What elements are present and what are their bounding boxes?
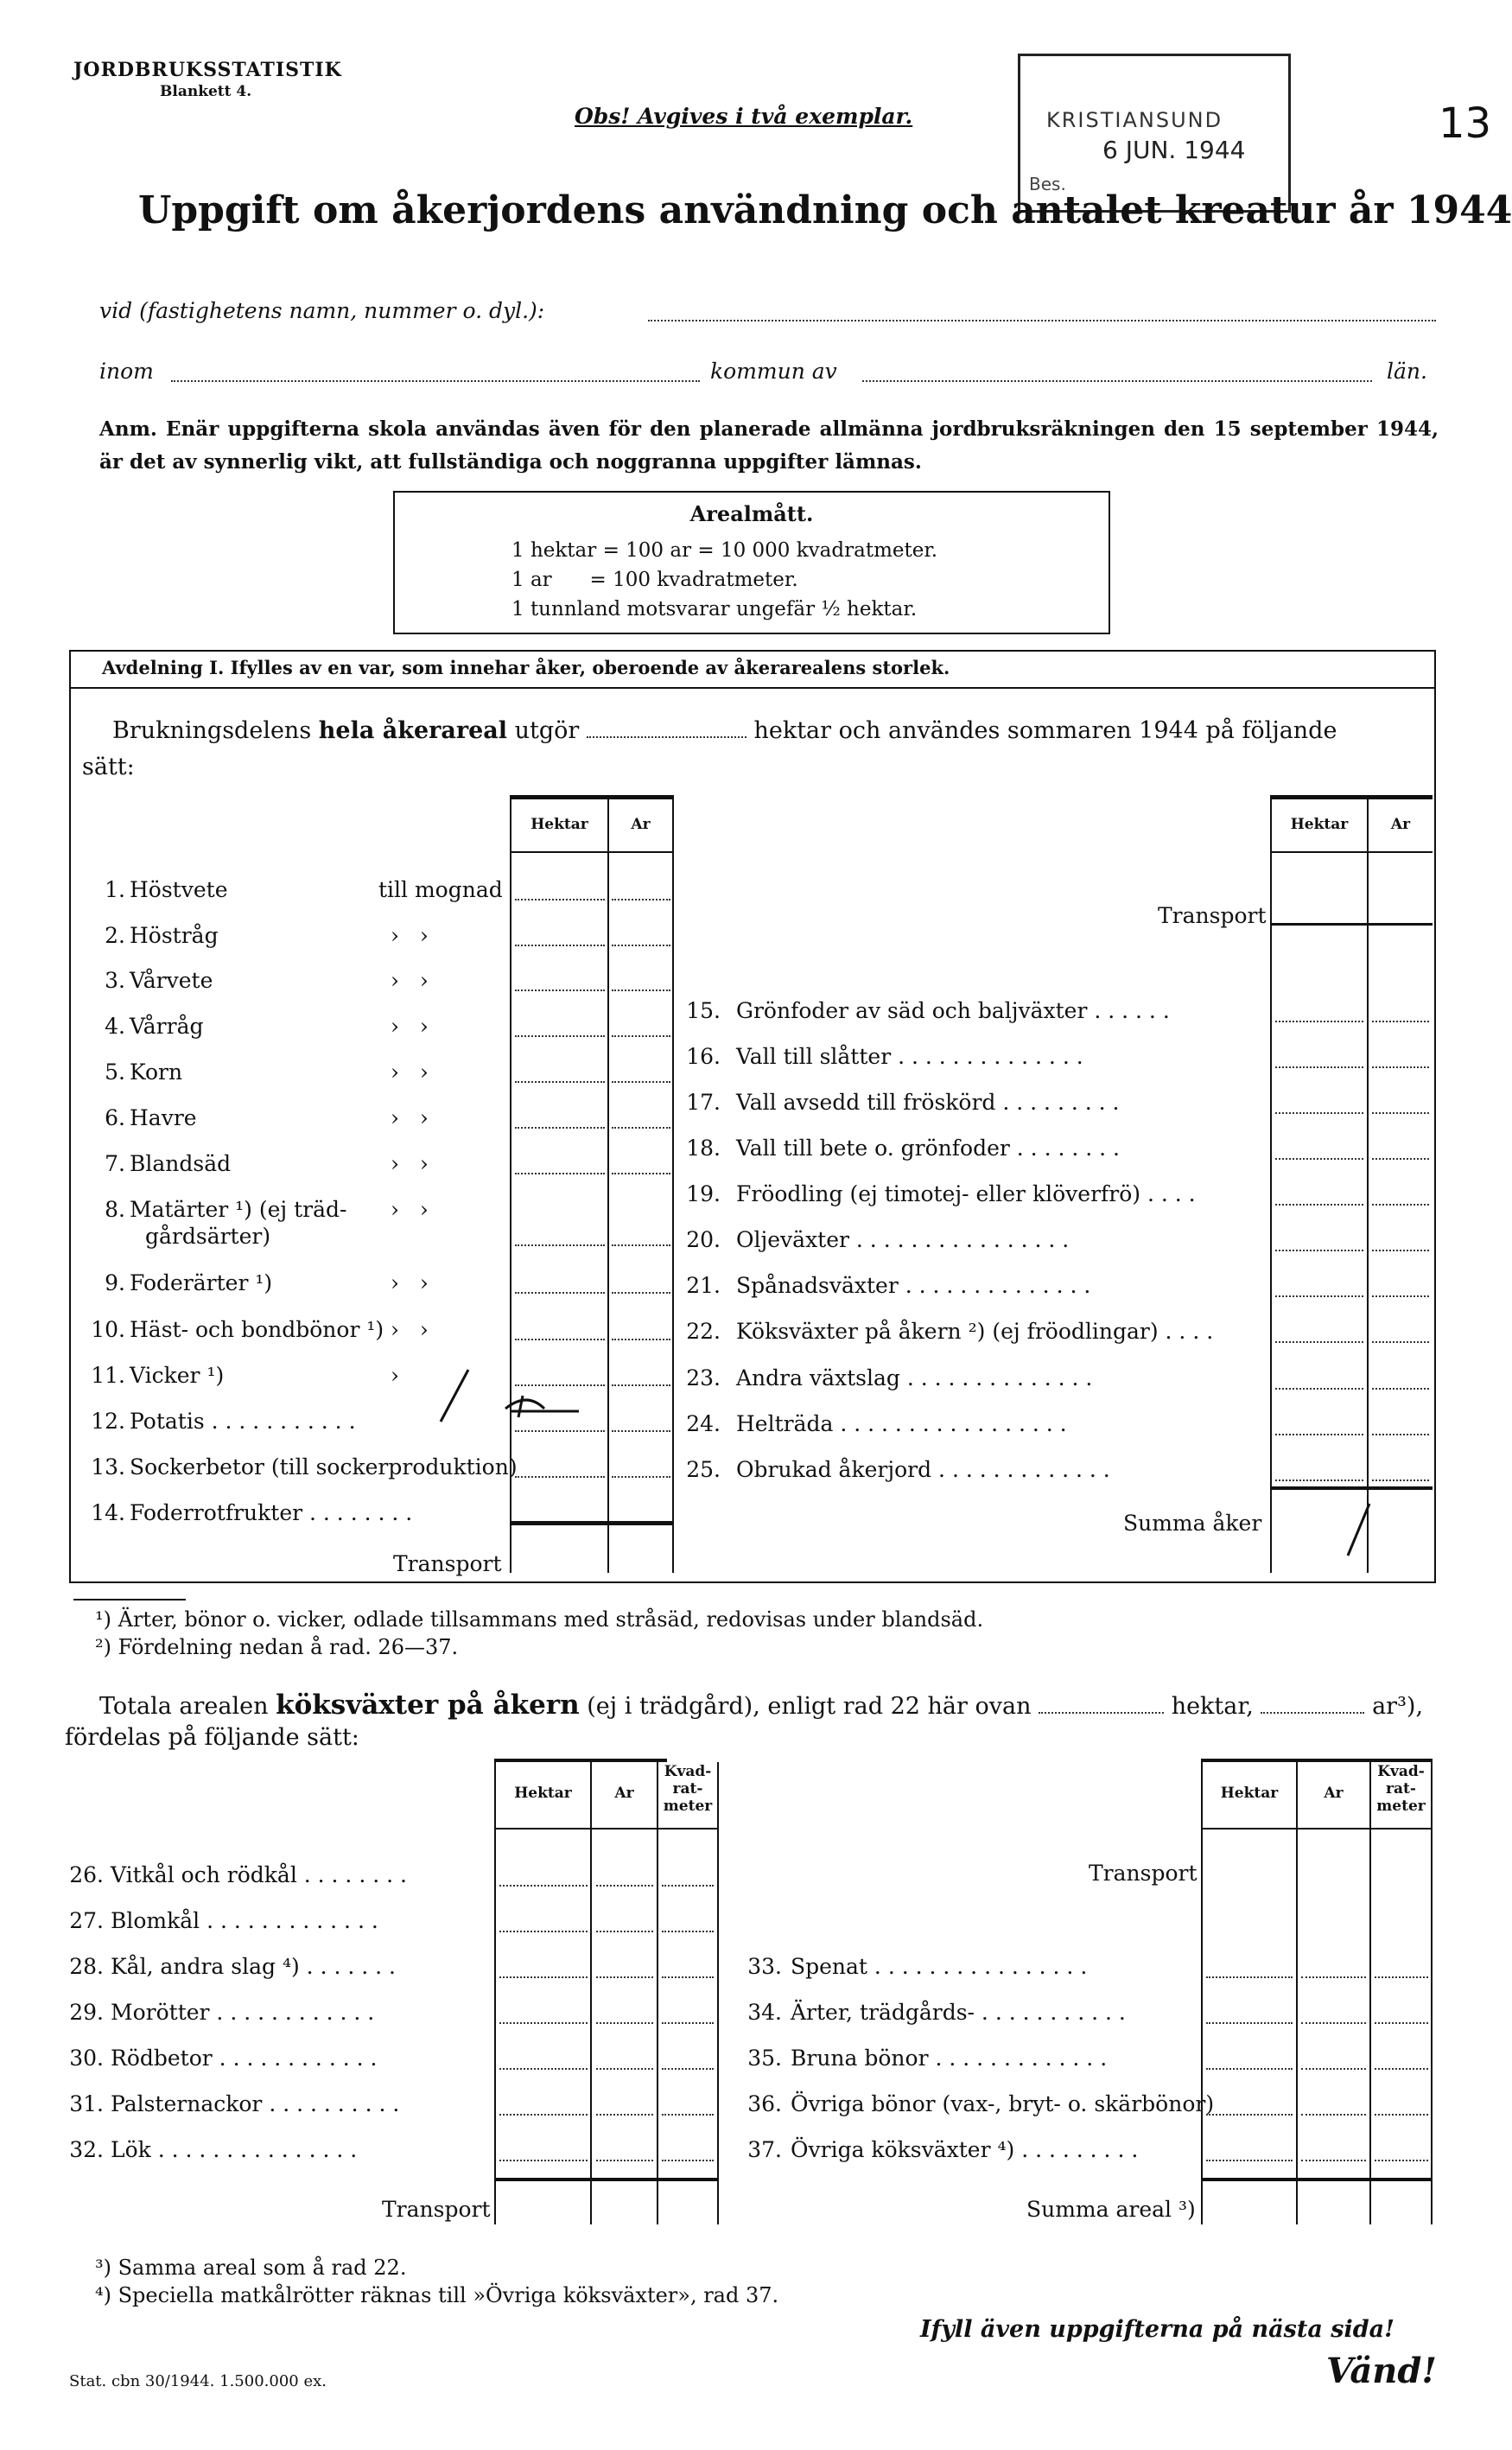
row-label: Övriga bönor (vax-, bryt- o. skärbönor)	[791, 2091, 1215, 2116]
hektar-cell[interactable]	[1206, 2114, 1293, 2116]
row-label: Korn	[130, 1060, 183, 1085]
stamp-line3: Bes.	[1029, 174, 1066, 194]
row-label: Spenat . . . . . . . . . . . . . . . .	[791, 1954, 1088, 1979]
row-number: 36.	[747, 2091, 782, 2116]
ar-cell[interactable]	[1372, 1158, 1429, 1160]
row-label: Vitkål och rödkål . . . . . . . .	[111, 1862, 407, 1887]
footnote-rule	[73, 1599, 186, 1600]
hektar-cell[interactable]	[515, 899, 605, 900]
footnote-1: ¹) Ärter, bönor o. vicker, odlade tillsammans med stråsäd, redovisas under blandsäd.	[95, 1607, 984, 1632]
ar-cell[interactable]	[612, 1476, 670, 1478]
s2-left-line-4	[717, 1762, 719, 2224]
kvad-cell[interactable]	[662, 2114, 714, 2116]
row-label: Grönfoder av säd och baljväxter . . . . . .	[736, 998, 1170, 1023]
stamp-line1: KRISTIANSUND	[1046, 108, 1223, 132]
row-number: 2.	[105, 923, 125, 948]
row-number: 17.	[686, 1090, 721, 1115]
s2-intro-f: fördelas på följande sätt:	[65, 1724, 359, 1751]
row-number: 34.	[747, 2000, 782, 2025]
right-transport-label: Transport	[1158, 903, 1267, 928]
vand-note: Vänd!	[1326, 2351, 1437, 2391]
s2-left-line-1	[494, 1762, 496, 2224]
hektar-cell[interactable]	[515, 1339, 605, 1340]
inom-label: inom	[99, 359, 154, 384]
s2-col-kvad-l: Kvad- rat- meter	[663, 1763, 713, 1815]
s2-right-line-2	[1296, 1762, 1298, 2224]
row-label: Foderrotfrukter . . . . . . . .	[130, 1500, 413, 1525]
ar-cell[interactable]	[1372, 1480, 1429, 1481]
row-label: Blomkål . . . . . . . . . . . . .	[111, 1908, 378, 1933]
s2-summa: Summa areal ³)	[1026, 2197, 1196, 2222]
areal-line2: 1 ar = 100 kvadratmeter.	[511, 569, 798, 591]
ar-cell[interactable]	[612, 1081, 670, 1083]
row-suffix: › ›	[391, 1197, 429, 1222]
kvad-cell[interactable]	[662, 2022, 714, 2024]
hektar-cell[interactable]	[515, 1173, 605, 1174]
stamp-date: 6 JUN. 1944	[1102, 136, 1246, 164]
hektar-cell[interactable]	[515, 1244, 605, 1246]
ar-cell[interactable]	[1372, 1295, 1429, 1297]
row-number: 11.	[91, 1363, 125, 1388]
intro-c: utgör	[514, 717, 580, 744]
s2-right-line-3	[1369, 1762, 1371, 2224]
s2-intro-e: ar³),	[1372, 1693, 1424, 1720]
org-name: JORDBRUKSSTATISTIK	[73, 59, 342, 81]
hektar-cell[interactable]	[515, 990, 605, 991]
row-label: Sockerbetor (till sockerproduktion)	[130, 1454, 518, 1480]
ar-cell[interactable]	[596, 2068, 653, 2070]
row-label: Vall till slåtter . . . . . . . . . . . . . .	[736, 1044, 1083, 1069]
col-ar-r: Ar	[1390, 816, 1411, 833]
row-number: 21.	[686, 1273, 721, 1298]
ar-cell[interactable]	[596, 1976, 653, 1978]
vid-label: vid (fastighetens namn, nummer o. dyl.):	[99, 298, 545, 323]
s2-ar-field[interactable]	[1261, 1712, 1364, 1714]
s2-intro-c: (ej i trädgård), enligt rad 22 här ovan	[587, 1693, 1032, 1720]
row-label: Vicker ¹)	[130, 1363, 225, 1388]
s2-left-head-rule	[494, 1828, 719, 1830]
left-head-rule	[510, 851, 674, 853]
s2-right-head-rule	[1201, 1828, 1433, 1830]
hektar-cell[interactable]	[1275, 1250, 1363, 1251]
row-label: Andra växtslag . . . . . . . . . . . . . .	[736, 1365, 1093, 1390]
row-label: Palsternackor . . . . . . . . . .	[111, 2091, 400, 2116]
ar-cell[interactable]	[1301, 2114, 1366, 2116]
s2-left-topbar	[494, 1759, 667, 1762]
row-label: Morötter . . . . . . . . . . . .	[111, 2000, 375, 2025]
kvad-cell[interactable]	[662, 2068, 714, 2070]
inom-field[interactable]	[171, 380, 700, 382]
ar-cell[interactable]	[612, 1244, 670, 1246]
right-col-line-1	[1270, 799, 1272, 1573]
row-label: Vall avsedd till fröskörd . . . . . . . . .	[736, 1090, 1120, 1115]
row-label: Ärter, trädgårds- . . . . . . . . . . .	[791, 2000, 1126, 2025]
print-info: Stat. cbn 30/1944. 1.500.000 ex.	[69, 2372, 327, 2390]
areal-box	[393, 491, 1110, 634]
row-number: 23.	[686, 1365, 721, 1390]
hektar-cell[interactable]	[1206, 2160, 1293, 2161]
ar-cell[interactable]	[612, 1035, 670, 1037]
ar-cell[interactable]	[1372, 1250, 1429, 1251]
ar-cell[interactable]	[1301, 2022, 1366, 2024]
hektar-cell[interactable]	[499, 2160, 588, 2161]
s2-intro-a: Totala arealen	[99, 1693, 269, 1720]
row-label: Havre	[130, 1105, 197, 1130]
s2-intro-b: köksväxter på åkern	[276, 1690, 580, 1721]
row-number: 24.	[686, 1411, 721, 1436]
hektar-cell[interactable]	[515, 1127, 605, 1129]
areal-line1: 1 hektar = 100 ar = 10 000 kvadratmeter.	[511, 539, 938, 562]
row-label: Matärter ¹) (ej träd-	[130, 1197, 347, 1222]
ar-cell[interactable]	[596, 2114, 653, 2116]
row-number: 7.	[105, 1151, 125, 1176]
ar-cell[interactable]	[612, 1127, 670, 1129]
handwritten-mark	[423, 1361, 596, 1430]
ar-cell[interactable]	[1372, 1112, 1429, 1114]
hektar-cell[interactable]	[499, 1885, 588, 1887]
hektar-cell[interactable]	[499, 2114, 588, 2116]
ar-cell[interactable]	[612, 945, 670, 946]
areal-title: Arealmått.	[689, 501, 814, 526]
ar-cell[interactable]	[1372, 1204, 1429, 1206]
row-number: 28.	[69, 1954, 104, 1979]
hektar-cell[interactable]	[515, 1035, 605, 1037]
section2-intro	[99, 1690, 1423, 1721]
ar-cell[interactable]	[1372, 1341, 1429, 1343]
row-number: 29.	[69, 2000, 104, 2025]
s2-right-line-1	[1201, 1762, 1203, 2224]
row-label: Potatis . . . . . . . . . . .	[130, 1409, 356, 1434]
row-number: 25.	[686, 1457, 721, 1482]
hektar-cell[interactable]	[499, 1931, 588, 1932]
row-label: Fröodling (ej timotej- eller klöverfrö) . . . .	[736, 1181, 1196, 1206]
row-number: 16.	[686, 1044, 721, 1069]
total-areal-field[interactable]	[587, 736, 746, 738]
row-label: Rödbetor . . . . . . . . . . . .	[111, 2046, 378, 2071]
row-suffix: › ›	[391, 1060, 429, 1085]
row-suffix: › ›	[391, 968, 429, 993]
ar-cell[interactable]	[612, 990, 670, 991]
ar-cell[interactable]	[1372, 1388, 1429, 1390]
hektar-cell[interactable]	[1275, 1112, 1363, 1114]
hektar-cell[interactable]	[499, 1976, 588, 1978]
row-number: 15.	[686, 998, 721, 1023]
left-transport-bar	[510, 1521, 674, 1525]
section1-box	[69, 650, 1436, 1583]
ar-cell[interactable]	[1372, 1434, 1429, 1435]
row-number: 3.	[105, 968, 125, 993]
left-transport-label: Transport	[393, 1551, 502, 1576]
hektar-cell[interactable]	[1275, 1480, 1363, 1481]
row-label: Höstråg	[130, 923, 219, 948]
row-number: 13.	[91, 1454, 125, 1480]
row-label: Häst- och bondbönor ¹)	[130, 1317, 384, 1342]
kvad-cell[interactable]	[662, 1885, 714, 1887]
row-number: 19.	[686, 1181, 721, 1206]
hektar-cell[interactable]	[1275, 1021, 1363, 1022]
s2-right-topbar	[1201, 1759, 1433, 1762]
s2-col-ar-l: Ar	[614, 1785, 634, 1802]
col-hektar-l: Hektar	[530, 816, 588, 833]
col-ar-l: Ar	[631, 816, 651, 833]
right-col-topbar	[1270, 795, 1433, 799]
row-number: 4.	[105, 1014, 125, 1039]
ar-cell[interactable]	[612, 1292, 670, 1294]
ar-cell[interactable]	[1372, 1066, 1429, 1068]
intro-d: hektar och användes sommaren 1944 på följande	[753, 717, 1337, 744]
row-suffix: › ›	[391, 1270, 429, 1295]
row-label: Bruna bönor . . . . . . . . . . . . .	[791, 2046, 1108, 2071]
row-number: 22.	[686, 1319, 721, 1344]
vid-field[interactable]	[648, 320, 1436, 321]
hektar-cell[interactable]	[515, 1292, 605, 1294]
hektar-cell[interactable]	[1206, 2022, 1293, 2024]
ar-cell[interactable]	[596, 1885, 653, 1887]
kommun-label: kommun av	[710, 359, 837, 384]
row-number: 37.	[747, 2137, 782, 2162]
ifyll-note: Ifyll även uppgifterna på nästa sida!	[920, 2316, 1394, 2343]
page-number: 13	[1439, 99, 1492, 148]
ar-cell[interactable]	[596, 2160, 653, 2161]
ar-cell[interactable]	[1301, 1976, 1366, 1978]
col-hektar-r: Hektar	[1290, 816, 1349, 833]
row-label: Blandsäd	[130, 1151, 232, 1176]
row-suffix: ›	[391, 1363, 399, 1388]
hektar-cell[interactable]	[1275, 1341, 1363, 1343]
row-number: 6.	[105, 1105, 125, 1130]
hektar-cell[interactable]	[1275, 1388, 1363, 1390]
anm-note: Anm. Enär uppgifterna skola användas även för den planerade allmänna jordbruksräkningen den 15 september 1944, är det av synnerlig vikt, att fullständiga och noggranna uppgifter lämnas.	[99, 417, 1439, 474]
row-suffix: › ›	[391, 1105, 429, 1130]
s2-left-line-2	[590, 1762, 592, 2224]
row-number: 12.	[91, 1409, 125, 1434]
row-number: 1.	[105, 877, 125, 902]
right-head-rule	[1270, 851, 1433, 853]
areal-line3: 1 tunnland motsvarar ungefär ½ hektar.	[511, 598, 918, 620]
kvad-cell[interactable]	[1375, 2022, 1428, 2024]
s2-right-line-4	[1431, 1762, 1433, 2224]
kvad-cell[interactable]	[1375, 2114, 1428, 2116]
hektar-cell[interactable]	[1275, 1295, 1363, 1297]
row-label: Spånadsväxter . . . . . . . . . . . . . .	[736, 1273, 1091, 1298]
row-label-cont: gårdsärter)	[145, 1224, 271, 1249]
row-number: 31.	[69, 2091, 104, 2116]
hektar-cell[interactable]	[1206, 2068, 1293, 2070]
row-suffix: › ›	[391, 1014, 429, 1039]
form-number: Blankett 4.	[160, 83, 252, 100]
row-label: Vall till bete o. grönfoder . . . . . . . .	[736, 1136, 1120, 1161]
kvad-cell[interactable]	[1375, 1976, 1428, 1978]
ar-cell[interactable]	[612, 899, 670, 900]
row-label: Oljeväxter . . . . . . . . . . . . . . . .	[736, 1227, 1070, 1252]
hektar-cell[interactable]	[1275, 1158, 1363, 1160]
hektar-cell[interactable]	[499, 2022, 588, 2024]
row-number: 33.	[747, 1954, 782, 1979]
handwritten-slash	[1335, 1499, 1378, 1560]
section1-divider	[69, 687, 1434, 689]
row-number: 20.	[686, 1227, 721, 1252]
footnote-2: ²) Fördelning nedan å rad. 26—37.	[95, 1635, 459, 1659]
section1-intro	[112, 717, 1337, 744]
s2-col-kvad-r: Kvad- rat- meter	[1376, 1763, 1426, 1815]
ar-cell[interactable]	[612, 1173, 670, 1174]
row-suffix: › ›	[391, 1151, 429, 1176]
row-number: 27.	[69, 1908, 104, 1933]
row-number: 35.	[747, 2046, 782, 2071]
right-summa-bar	[1270, 1486, 1433, 1490]
hektar-cell[interactable]	[515, 1081, 605, 1083]
ar-cell[interactable]	[612, 1430, 670, 1432]
ar-cell[interactable]	[1372, 1021, 1429, 1022]
row-suffix: › ›	[391, 923, 429, 948]
kvad-cell[interactable]	[662, 1976, 714, 1978]
kvad-cell[interactable]	[662, 1931, 714, 1932]
row-number: 32.	[69, 2137, 104, 2162]
s2-col-hektar-l: Hektar	[514, 1785, 572, 1802]
hektar-cell[interactable]	[499, 2068, 588, 2070]
hektar-cell[interactable]	[515, 945, 605, 946]
s2-right-transport: Transport	[1089, 1861, 1198, 1886]
row-label: Kål, andra slag ⁴) . . . . . . .	[111, 1954, 396, 1979]
s2-left-line-3	[657, 1762, 658, 2224]
row-label: Höstvete	[130, 877, 228, 902]
row-number: 8.	[105, 1197, 125, 1222]
row-label: Vårråg	[130, 1014, 204, 1039]
hektar-cell[interactable]	[515, 1430, 605, 1432]
kvad-cell[interactable]	[1375, 2160, 1428, 2161]
hektar-cell[interactable]	[1275, 1204, 1363, 1206]
s2-summa-bar	[1201, 2178, 1433, 2181]
row-label: Övriga köksväxter ⁴) . . . . . . . . .	[791, 2137, 1139, 2162]
row-label: Vårvete	[130, 968, 213, 993]
right-transport-rule	[1270, 923, 1433, 926]
row-number: 9.	[105, 1270, 125, 1295]
kvad-cell[interactable]	[662, 2160, 714, 2161]
intro-e: sätt:	[82, 754, 135, 780]
ar-cell[interactable]	[612, 1339, 670, 1340]
left-col-topbar	[510, 795, 674, 799]
ar-cell[interactable]	[596, 1931, 653, 1932]
hektar-cell[interactable]	[1275, 1434, 1363, 1435]
row-label: Lök . . . . . . . . . . . . . . .	[111, 2137, 358, 2162]
row-label: Helträda . . . . . . . . . . . . . . . . .	[736, 1411, 1067, 1436]
s2-left-transport-bar	[494, 2178, 719, 2181]
hektar-cell[interactable]	[1206, 1976, 1293, 1978]
intro-b: hela åkerareal	[318, 717, 507, 744]
right-col-line-2	[1367, 799, 1369, 1573]
hektar-cell[interactable]	[515, 1476, 605, 1478]
ar-cell[interactable]	[596, 2022, 653, 2024]
s2-intro-d: hektar,	[1171, 1693, 1254, 1720]
footnote-4: ⁴) Speciella matkålrötter räknas till »Övriga köksväxter», rad 37.	[95, 2283, 779, 2307]
row-suffix: › ›	[391, 1317, 429, 1342]
row-number: 26.	[69, 1862, 104, 1887]
left-col-line-2	[607, 799, 609, 1573]
row-number: 30.	[69, 2046, 104, 2071]
summa-aker-label: Summa åker	[1123, 1511, 1262, 1536]
row-number: 14.	[91, 1500, 125, 1525]
page-title: Uppgift om åkerjordens användning och antalet kreatur år 1944	[138, 188, 1512, 232]
lan-field[interactable]	[862, 380, 1372, 382]
row-label: Foderärter ¹)	[130, 1270, 273, 1295]
footnote-3: ³) Samma areal som å rad 22.	[95, 2256, 407, 2280]
notice: Obs! Avgives i två exemplar.	[575, 104, 913, 129]
hektar-cell[interactable]	[1275, 1066, 1363, 1068]
left-col-line-3	[672, 799, 674, 1573]
intro-a: Brukningsdelens	[112, 717, 312, 744]
ar-cell[interactable]	[1301, 2160, 1366, 2161]
row-suffix: till mognad	[378, 877, 503, 902]
section1-heading: Avdelning I. Ifylles av en var, som innehar åker, oberoende av åkerarealens storlek.	[102, 657, 950, 678]
ar-cell[interactable]	[1301, 2068, 1366, 2070]
ar-cell[interactable]	[612, 1384, 670, 1386]
row-number: 10.	[91, 1317, 125, 1342]
row-number: 18.	[686, 1136, 721, 1161]
row-label: Köksväxter på åkern ²) (ej fröodlingar) . . . .	[736, 1319, 1214, 1344]
lan-label: län.	[1387, 359, 1427, 384]
s2-left-transport: Transport	[382, 2197, 491, 2222]
s2-hektar-field[interactable]	[1039, 1712, 1164, 1714]
kvad-cell[interactable]	[1375, 2068, 1428, 2070]
row-number: 5.	[105, 1060, 125, 1085]
row-label: Obrukad åkerjord . . . . . . . . . . . . .	[736, 1457, 1110, 1482]
s2-col-ar-r: Ar	[1324, 1785, 1344, 1802]
s2-col-hektar-r: Hektar	[1220, 1785, 1279, 1802]
